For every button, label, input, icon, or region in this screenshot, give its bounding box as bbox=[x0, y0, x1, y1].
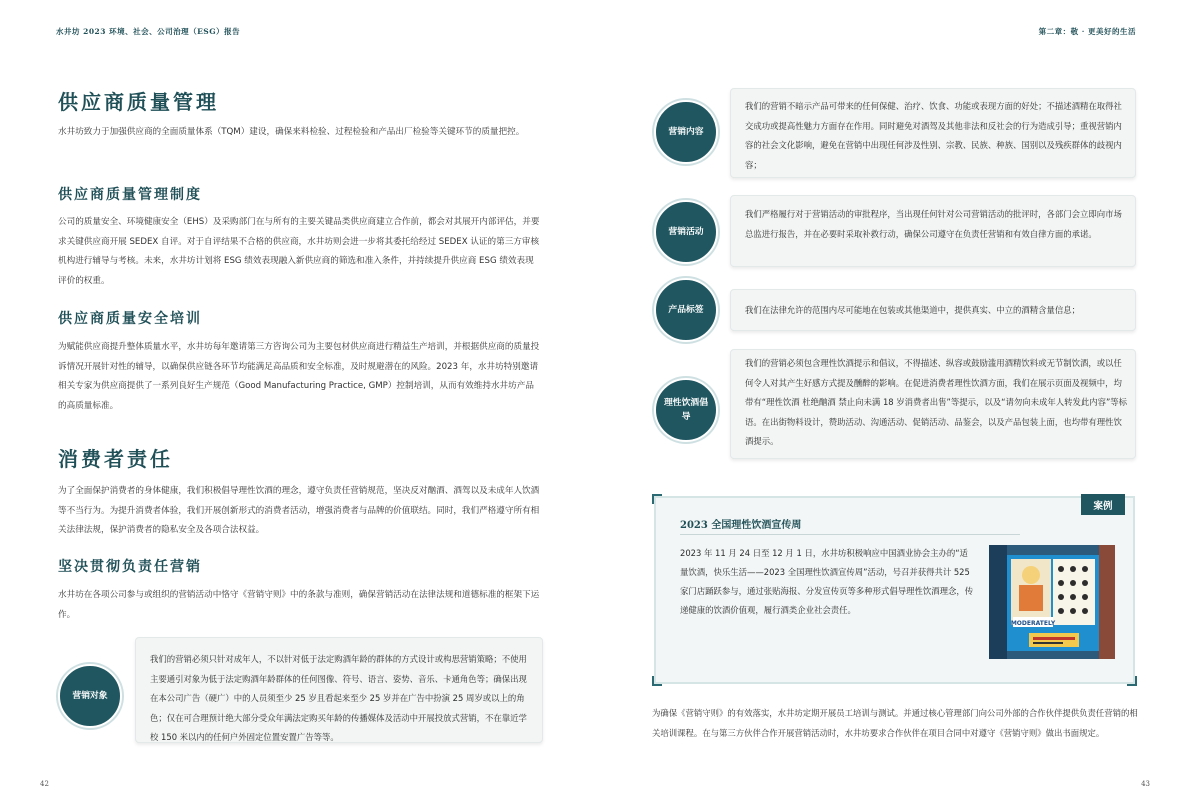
marketing-activity-box bbox=[730, 195, 1136, 267]
subsection-text-safety-training: 为赋能供应商提升整体质量水平，水井坊每年邀请第三方咨询公司为主要包材供应商进行精益生产培训，并根据供应商的质量投诉情况开展针对性的辅导，以确保供应链各环节均能满足高品质和安全标准，及时规避潜在的风险。2023 年，水井坊特别邀请相关专家为供应商提供了一系列良好生产规范（Good Manufacturing Practice, GMP）控制培训，从而有效维持水井坊产品的高质量标准。 bbox=[58, 342, 540, 411]
page-number-right: 43 bbox=[1141, 780, 1150, 788]
section-intro-consumer-responsibility: 为了全面保护消费者的身体健康，我们积极倡导理性饮酒的理念，遵守负责任营销规范，坚决反对酗酒、酒驾以及未成年人饮酒等不当行为。为提升消费者体验，我们开展创新形式的消费者活动，增强消费者与品牌的价值联结。同时，我们严格遵守所有相关法律法规，保护消费者的隐私安全及各项合法权益。 bbox=[58, 486, 540, 535]
responsible-drinking-badge bbox=[654, 378, 718, 442]
marketing-target-box bbox=[135, 637, 543, 743]
report-header: 水井坊 2023 环境、社会、公司治理（ESG）报告 bbox=[56, 27, 241, 36]
marketing-content-box bbox=[730, 88, 1136, 178]
marketing-target-label: 营销对象 bbox=[72, 691, 108, 701]
section-title-consumer-responsibility: 消费者责任 bbox=[58, 443, 173, 472]
case-title: 2023 全国理性饮酒宣传周 bbox=[680, 520, 802, 531]
subsection-title-safety-training: 供应商质量安全培训 bbox=[58, 311, 202, 327]
section-intro-supplier-quality: 水井坊致力于加强供应商的全面质量体系（TQM）建设，确保来料检验、过程检验和产品出厂检验等关键环节的质量把控。 bbox=[58, 127, 525, 137]
corner-decoration bbox=[652, 494, 662, 504]
subsection-title-quality-system: 供应商质量管理制度 bbox=[58, 187, 202, 203]
product-label-badge bbox=[654, 278, 718, 342]
marketing-target-text: 我们的营销必须只针对成年人，不以针对低于法定购酒年龄的群体的方式设计或构思营销策略；不使用主要通引对象为低于法定购酒年龄群体的任何图像、符号、语言、姿势、音乐、卡通角色等；确保出现在本公司广告（硬广）中的人员须至少 25 岁且看起来至少 25 岁并在广告中扮演 25 周岁或以上的角色；仅在可合理预计绝大部分受众年满法定购买年龄的传播媒体及活动中开展投放式营销，不在靠近学校 150 米以内的任何户外固定位置安置广告等等。 bbox=[150, 654, 527, 742]
marketing-content-label: 营销内容 bbox=[668, 127, 704, 137]
product-label-text: 我们在法律允许的范围内尽可能地在包装或其他渠道中，提供真实、中立的酒精含量信息； bbox=[745, 305, 1080, 315]
subsection-text-responsible-marketing: 水井坊在各项公司参与或组织的营销活动中恪守《营销守则》中的条款与准则，确保营销活动在法律法规和道德标准的框架下运作。 bbox=[58, 590, 540, 620]
chapter-header: 第二章：敬 · 更美好的生活 bbox=[1038, 27, 1136, 36]
marketing-code-implementation-text: 为确保《营销守则》的有效落实，水井坊定期开展员工培训与测试。并通过核心管理部门向公司外部的合作伙伴提供负责任营销的相关培训课程。在与第三方伙伴合作开展营销活动时，水井坊要求合作伙伴在项目合同中对遵守《营销守则》做出书面规定。 bbox=[652, 708, 1138, 738]
case-photo bbox=[989, 545, 1115, 659]
subsection-title-responsible-marketing: 坚决贯彻负责任营销 bbox=[58, 559, 202, 575]
responsible-drinking-box bbox=[730, 349, 1136, 459]
marketing-content-badge bbox=[654, 100, 718, 164]
poster-photo-text: MODERATELY bbox=[1010, 620, 1056, 627]
responsible-drinking-text: 我们的营销必须包含理性饮酒提示和倡议，不得描述、纵容或鼓励滥用酒精饮料或无节制饮酒，或以任何令人对其产生好感方式提及醺醉的影响。在促进消费者理性饮酒方面，我们在展示页面及视频中，均带有“理性饮酒 杜绝酗酒 禁止向未满 18 岁消费者出售”等提示，以及“请勿向未成年人转发此内容”等标语。在出街物料设计，赞助活动、沟通活动、促销活动、品鉴会，以及产品包装上面，也均带有理性饮酒提示。 bbox=[745, 358, 1128, 446]
case-study-box bbox=[654, 496, 1135, 684]
page-number-left: 42 bbox=[40, 780, 49, 788]
marketing-target-badge bbox=[58, 664, 122, 728]
marketing-activity-text: 我们严格履行对于营销活动的审批程序，当出现任何针对公司营销活动的批评时，各部门会立即向市场总监进行报告，并在必要时采取补救行动，确保公司遵守在负责任营销和有效自律方面的承诺。 bbox=[745, 209, 1122, 239]
subsection-text-quality-system: 公司的质量安全、环境健康安全（EHS）及采购部门在与所有的主要关键品类供应商建立合作前，都会对其展开内部评估，并要求关键供应商开展 SEDEX 自评。对于自评结果不合格的供应商，水井坊则会进一步将其委托给经过 SEDEX 认证的第三方审核机构进行辅导与考核。未来，水井坊计划将 ESG 绩效表现融入新供应商的筛选和准入条件，并持续提升供应商 ESG 绩效表现评价的权重。 bbox=[58, 217, 540, 286]
corner-decoration bbox=[652, 676, 662, 686]
poster-photo-illustration bbox=[989, 545, 1115, 659]
marketing-activity-label: 营销活动 bbox=[668, 227, 704, 237]
case-text: 2023 年 11 月 24 日至 12 月 1 日，水井坊积极响应中国酒业协会主办的“适量饮酒，快乐生活——2023 全国理性饮酒宣传周”活动，号召并获得共计 525 家门店踊跃参与，通过张贴海报、分发宣传页等多种形式倡导理性饮酒理念，传递健康的饮酒价值观，履行酒类企业社会责任。 bbox=[680, 548, 974, 615]
product-label-label: 产品标签 bbox=[668, 305, 704, 315]
case-tag: 案例 bbox=[1081, 494, 1125, 515]
corner-decoration bbox=[1127, 676, 1137, 686]
responsible-drinking-label: 理性饮酒倡导 bbox=[664, 398, 708, 422]
case-divider bbox=[680, 534, 1020, 535]
product-label-box bbox=[730, 289, 1136, 331]
section-title-supplier-quality: 供应商质量管理 bbox=[58, 86, 219, 115]
marketing-content-text: 我们的营销不暗示产品可带来的任何保健、治疗、饮食、功能或表现方面的好处；不描述酒精在取得社交成功或提高性魅力方面存在作用。同时避免对酒驾及其他非法和反社会的行为造成引导；重视营销内容的社会文化影响，避免在营销中出现任何涉及性别、宗教、民族、种族、国别以及残疾群体的歧视内容； bbox=[745, 101, 1122, 170]
marketing-activity-badge bbox=[654, 200, 718, 264]
